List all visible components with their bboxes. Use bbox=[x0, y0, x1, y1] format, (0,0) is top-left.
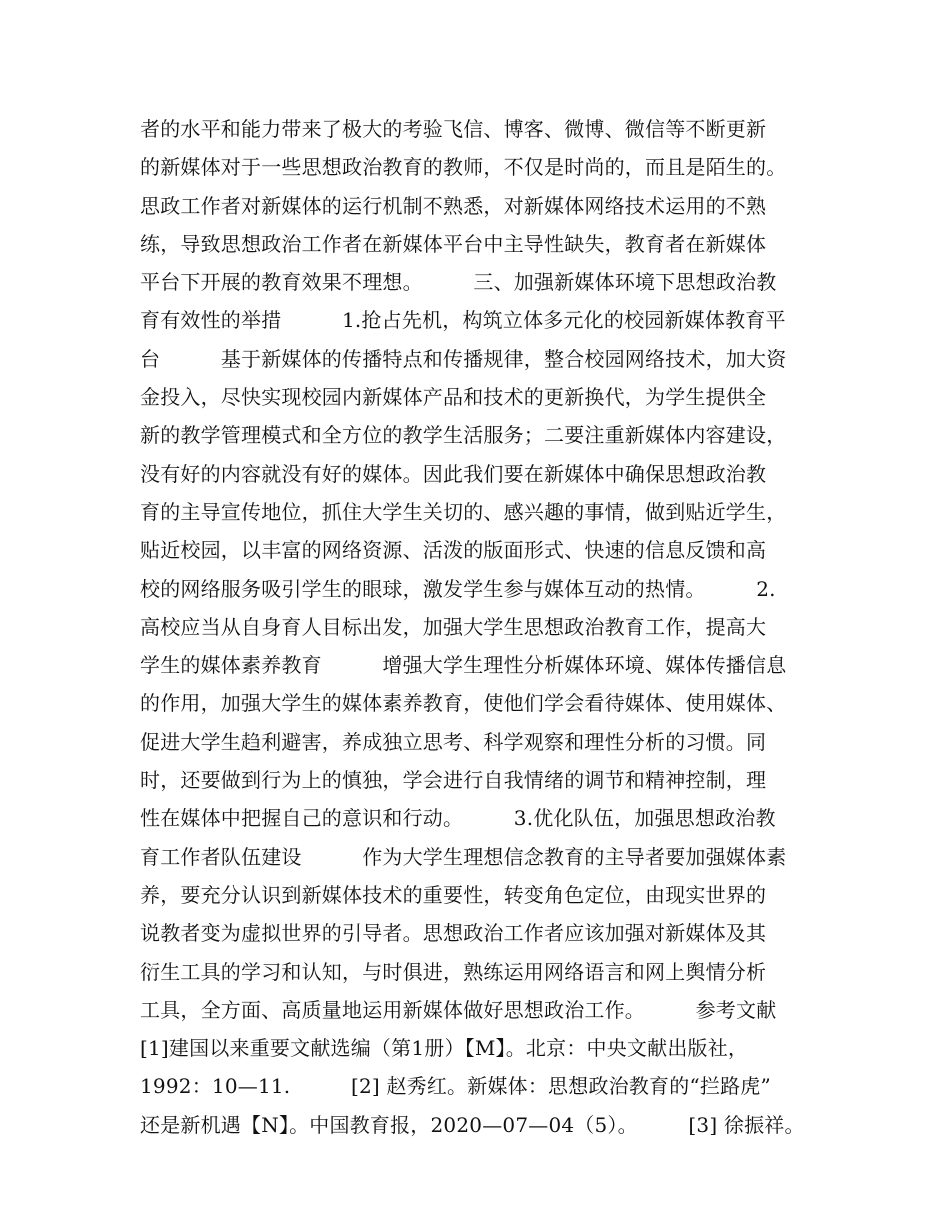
text-line-22: 说教者变为虚拟世界的引导者。思想政治工作者应该加强对新媒体及其 bbox=[140, 921, 767, 946]
text-line-07: 台 基于新媒体的传播特点和传播规律，整合校园网络技术，加大资 bbox=[140, 346, 787, 371]
text-line-13: 校的网络服务吸引学生的眼球，激发学生参与媒体互动的热情。 2. bbox=[140, 576, 776, 601]
text-line-15: 学生的媒体素养教育 增强大学生理性分析媒体环境、媒体传播信息 bbox=[140, 653, 787, 678]
text-line-20: 育工作者队伍建设 作为大学生理想信念教育的主导者要加强媒体素 bbox=[140, 844, 787, 869]
text-line-21: 养，要充分认识到新媒体技术的重要性，转变角色定位，由现实世界的 bbox=[140, 882, 767, 907]
text-line-17: 促进大学生趋利避害，养成独立思考、科学观察和理性分析的习惯。同 bbox=[140, 729, 767, 754]
text-line-10: 没有好的内容就没有好的媒体。因此我们要在新媒体中确保思想政治教 bbox=[140, 461, 767, 486]
reference-line-2: 1992：10—11. [2] 赵秀红。新媒体：思想政治教育的“拦路虎” bbox=[140, 1074, 771, 1099]
text-line-18: 时，还要做到行为上的慎独，学会进行自我情绪的调节和精神控制，理 bbox=[140, 768, 767, 793]
text-line-09: 新的教学管理模式和全方位的教学生活服务；二要注重新媒体内容建设， bbox=[140, 423, 787, 448]
text-line-08: 金投入，尽快实现校园内新媒体产品和技术的更新换代，为学生提供全 bbox=[140, 385, 767, 410]
text-line-04: 练，导致思想政治工作者在新媒体平台中主导性缺失，教育者在新媒体 bbox=[140, 231, 767, 256]
body-text bbox=[140, 110, 830, 1144]
text-line-03: 思政工作者对新媒体的运行机制不熟悉，对新媒体网络技术运用的不熟 bbox=[140, 193, 767, 218]
text-line-06: 育有效性的举措 1.抢占先机，构筑立体多元化的校园新媒体教育平 bbox=[140, 308, 786, 333]
text-line-23: 衍生工具的学习和认知，与时俱进，熟练运用网络语言和网上舆情分析 bbox=[140, 959, 767, 984]
text-line-16: 的作用，加强大学生的媒体素养教育，使他们学会看待媒体、使用媒体、 bbox=[140, 691, 787, 716]
text-line-14: 高校应当从自身育人目标出发，加强大学生思想政治教育工作，提高大 bbox=[140, 614, 767, 639]
reference-line-3: 还是新机遇【N】。中国教育报，2020—07—04（5）。 [3] 徐振祥。 bbox=[140, 1112, 805, 1137]
text-line-02: 的新媒体对于一些思想政治教育的教师，不仅是时尚的，而且是陌生的。 bbox=[140, 155, 787, 180]
reference-line-1: [1]建国以来重要文献选编（第1册）【M】。北京：中央文献出版社， bbox=[140, 1036, 749, 1061]
text-line-12: 贴近校园，以丰富的网络资源、活泼的版面形式、快速的信息反馈和高 bbox=[140, 538, 767, 563]
text-line-01: 者的水平和能力带来了极大的考验飞信、博客、微博、微信等不断更新 bbox=[140, 117, 767, 141]
text-line-24: 工具，全方面、高质量地运用新媒体做好思想政治工作。 参考文献 bbox=[140, 997, 777, 1022]
text-line-19: 性在媒体中把握自己的意识和行动。 3.优化队伍，加强思想政治教 bbox=[140, 806, 776, 831]
text-line-11: 育的主导宣传地位，抓住大学生关切的、感兴趣的事情，做到贴近学生， bbox=[140, 499, 787, 524]
text-line-05: 平台下开展的教育效果不理想。 三、加强新媒体环境下思想政治教 bbox=[140, 270, 777, 295]
